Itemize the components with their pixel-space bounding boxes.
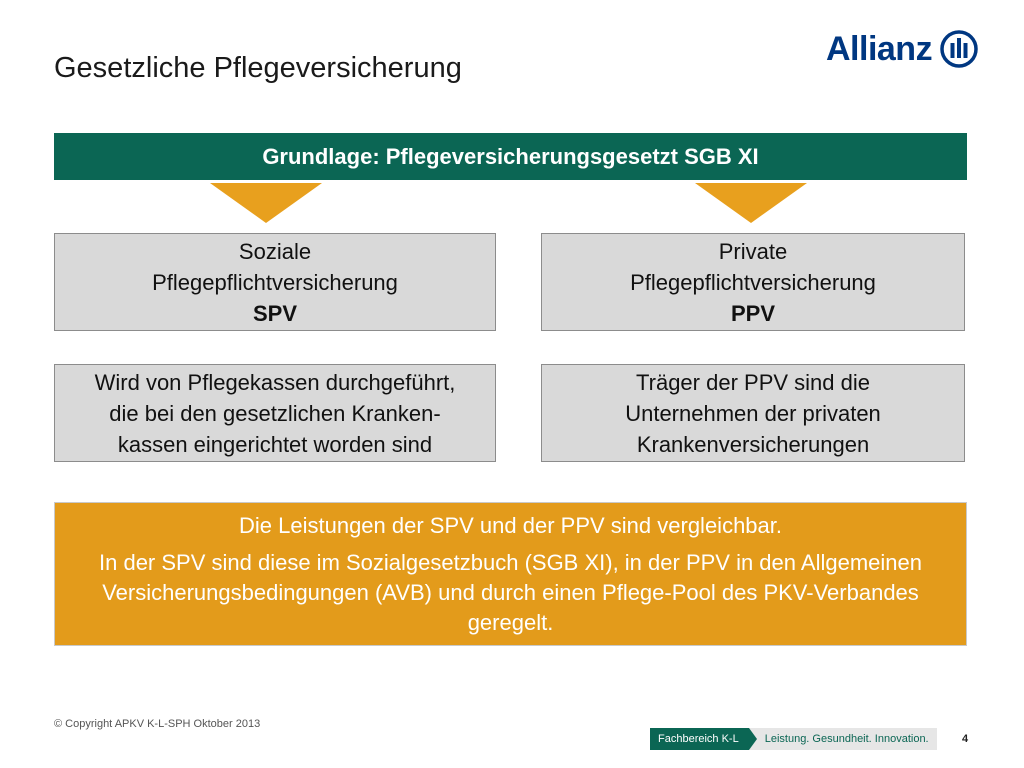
foundation-banner: Grundlage: Pflegeversicherungsgesetzt SGB XI	[54, 133, 967, 180]
allianz-eagle-emblem-icon	[940, 30, 978, 68]
comparison-note	[54, 502, 967, 646]
spv-abbr: SPV	[252, 300, 298, 326]
spv-line1: Soziale	[238, 238, 312, 264]
footer-department: Fachbereich K-L	[650, 728, 749, 750]
copyright-text: © Copyright APKV K-L-SPH Oktober 2013	[54, 718, 261, 730]
ppv-abbr: PPV	[730, 300, 776, 326]
ppv-line1: Private	[718, 238, 788, 264]
ppv-box	[541, 233, 965, 331]
footer-tag	[650, 728, 937, 750]
footer-slogan: Leistung. Gesundheit. Innovation.	[749, 728, 937, 750]
spv-line2: Pflegepflichtversicherung	[152, 269, 398, 295]
ppv-desc-line: Träger der PPV sind die	[636, 369, 870, 395]
spv-box	[54, 233, 496, 331]
spv-desc-line: kassen eingerichtet worden sind	[117, 431, 433, 457]
spv-desc-line: Wird von Pflegekassen durchgeführt,	[94, 369, 456, 395]
logo-wordmark: Allianz	[826, 30, 933, 68]
note-line2: In der SPV sind diese im Sozialgesetzbuch (SGB XI), in der PPV in den Allgemeinen Versicherungsbedingungen (AVB) und durch einen Pflege-Pool des PKV-Verbandes geregelt.	[99, 549, 922, 635]
spv-description-box	[54, 364, 496, 462]
ppv-desc-line: Krankenversicherungen	[636, 431, 870, 457]
down-triangle-icon	[210, 183, 322, 223]
down-triangle-icon	[695, 183, 807, 223]
allianz-logo	[826, 28, 978, 70]
note-line1: Die Leistungen der SPV und der PPV sind vergleichbar.	[239, 512, 782, 538]
ppv-description-box	[541, 364, 965, 462]
page-number: 4	[962, 733, 969, 745]
ppv-desc-line: Unternehmen der privaten	[625, 400, 881, 426]
spv-desc-line: die bei den gesetzlichen Kranken-	[109, 400, 441, 426]
slide-title: Gesetzliche Pflegeversicherung	[54, 52, 462, 84]
ppv-line2: Pflegepflichtversicherung	[630, 269, 876, 295]
